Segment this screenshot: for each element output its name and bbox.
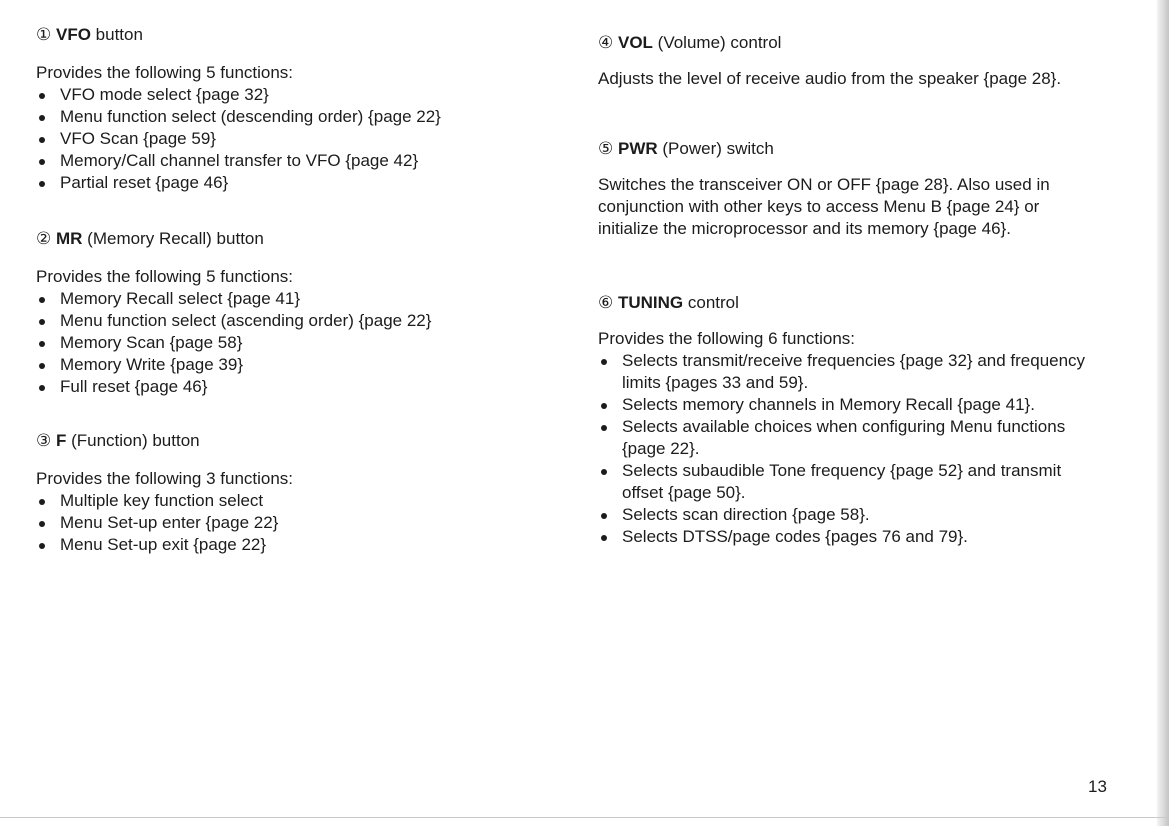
section-intro: Provides the following 5 functions: <box>36 267 294 286</box>
list-item: Partial reset {page 46} <box>36 172 556 194</box>
list-item: Memory/Call channel transfer to VFO {page 42} <box>36 150 556 172</box>
section-name: TUNING <box>617 293 684 312</box>
list-item: Selects DTSS/page codes {pages 76 and 79}. <box>598 526 1098 548</box>
list-item: Memory Scan {page 58} <box>36 332 556 354</box>
list-item: Multiple key function select <box>36 490 556 512</box>
section-name: F <box>55 431 67 450</box>
list-item: Menu function select (descending order) {page 22} <box>36 106 556 128</box>
list-item: Full reset {page 46} <box>36 376 556 398</box>
list-item: Selects available choices when configuring Menu functions {page 22}. <box>598 416 1098 460</box>
section-intro: Provides the following 5 functions: <box>36 63 294 82</box>
section-intro: Provides the following 6 functions: <box>598 329 856 348</box>
section-heading <box>598 32 1098 54</box>
vfo-button-section <box>36 24 556 194</box>
list-item: Menu Set-up enter {page 22} <box>36 512 556 534</box>
section-suffix: (Power) switch <box>657 139 774 158</box>
section-number: ③ <box>36 431 52 451</box>
section-suffix: (Volume) control <box>652 33 782 52</box>
section-number: ④ <box>598 33 614 53</box>
section-suffix: control <box>683 293 739 312</box>
section-name: VOL <box>617 33 653 52</box>
function-list <box>36 288 556 398</box>
list-item: VFO mode select {page 32} <box>36 84 556 106</box>
list-item: VFO Scan {page 59} <box>36 128 556 150</box>
list-item: Selects transmit/receive frequencies {page 32} and frequency limits {pages 33 and 59}. <box>598 350 1098 394</box>
list-item: Memory Recall select {page 41} <box>36 288 556 310</box>
section-suffix: (Memory Recall) button <box>82 229 264 248</box>
list-item: Menu function select (ascending order) {page 22} <box>36 310 556 332</box>
mr-button-section <box>36 228 556 398</box>
section-suffix: button <box>90 25 143 44</box>
section-name: PWR <box>617 139 658 158</box>
section-number: ① <box>36 25 52 45</box>
vol-control-section <box>598 32 1098 90</box>
section-heading <box>36 228 556 250</box>
list-item: Menu Set-up exit {page 22} <box>36 534 556 556</box>
function-list <box>36 490 556 556</box>
f-button-section <box>36 430 556 556</box>
section-heading <box>36 24 556 46</box>
pwr-switch-section <box>598 138 1098 240</box>
section-number: ⑥ <box>598 293 614 313</box>
section-name: MR <box>55 229 83 248</box>
section-text: Switches the transceiver ON or OFF {page 28}. Also used in conjunction with other keys to access Menu B {page 24} or initialize the microprocessor and its memory {page 46}. <box>598 175 1050 238</box>
list-item: Selects memory channels in Memory Recall {page 41}. <box>598 394 1098 416</box>
page-edge <box>1157 0 1169 826</box>
page-number: 13 <box>1088 777 1107 796</box>
section-suffix: (Function) button <box>66 431 200 450</box>
page-bottom-rule <box>0 817 1169 818</box>
list-item: Memory Write {page 39} <box>36 354 556 376</box>
function-list <box>36 84 556 194</box>
section-heading <box>36 430 556 452</box>
section-text: Adjusts the level of receive audio from the speaker {page 28}. <box>598 69 1062 88</box>
section-heading <box>598 292 1098 314</box>
list-item: Selects scan direction {page 58}. <box>598 504 1098 526</box>
list-item: Selects subaudible Tone frequency {page 52} and transmit offset {page 50}. <box>598 460 1098 504</box>
section-heading <box>598 138 1098 160</box>
function-list <box>598 350 1098 548</box>
section-name: VFO <box>55 25 91 44</box>
section-number: ② <box>36 229 52 249</box>
section-number: ⑤ <box>598 139 614 159</box>
tuning-control-section <box>598 292 1098 548</box>
section-intro: Provides the following 3 functions: <box>36 469 294 488</box>
